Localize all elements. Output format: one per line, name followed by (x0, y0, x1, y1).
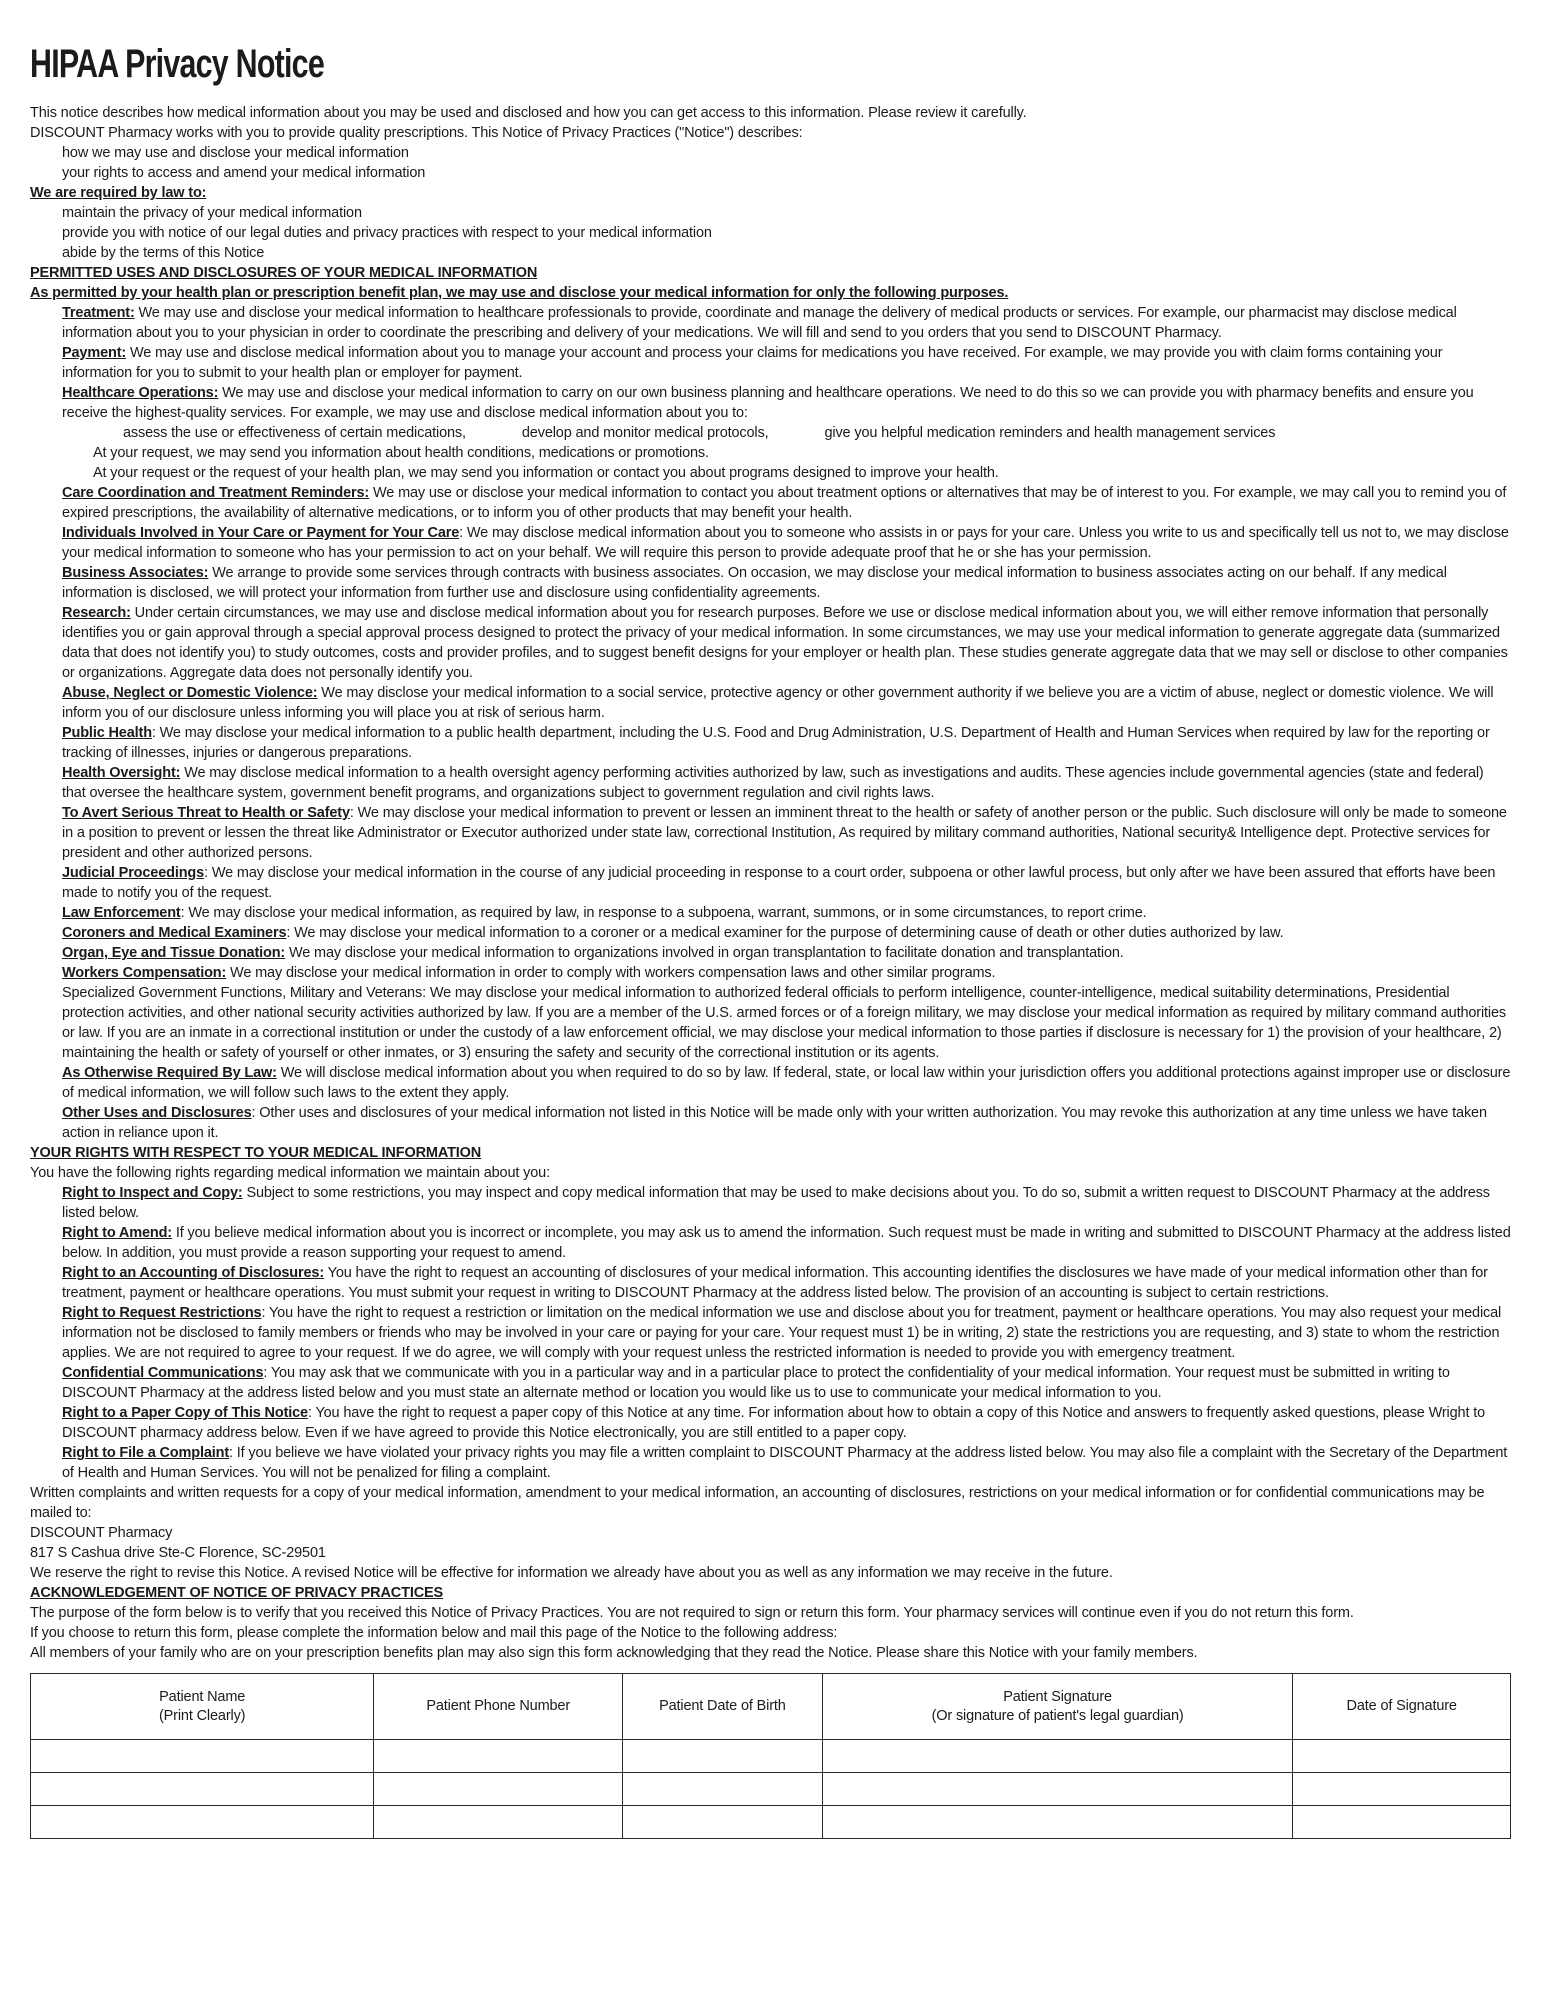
acknowledgement-heading (30, 1583, 1511, 1603)
cell-date-of-signature (1293, 1740, 1511, 1773)
section-label: Public Health (62, 725, 152, 741)
operations-note: At your request or the request of your health plan, we may send you information or contact you about programs designed to improve your health. (93, 465, 999, 481)
cell-patient-signature (822, 1740, 1293, 1773)
table-row (31, 1740, 1511, 1773)
section-text: : You may ask that we communicate with you in a particular way and in a particular place to protect the confidentiality of your medical information. Your request must be submitted in writing to DISCOUNT Pharmacy at the address listed below and you must state an alternate method or location you would like us to use to communicate your medical information to you. (62, 1365, 1450, 1401)
section-label: Individuals Involved in Your Care or Payment for Your Care (62, 525, 460, 541)
pharmacy-name: DISCOUNT Pharmacy (30, 1525, 173, 1541)
section-text: We may disclose medical information to a health oversight agency performing activities authorized by law, such as investigations and audits. These agencies include governmental agencies (state and federal) that oversee the healthcare system, government benefit programs, and organizations subject to government regulation and civil rights laws. (62, 765, 1484, 801)
section-care-coordination (30, 483, 1511, 523)
heading-text: As permitted by your health plan or prescription benefit plan, we may use and disclose your medical information for only the following purposes. (30, 285, 1009, 301)
section-text: We may use or disclose your medical information to contact you about treatment options or alternatives that may be of interest to you. For example, we may call you to remind you of expired prescriptions, the availability of alternative medications, or to inform you of other products that may benefit your health. (62, 485, 1507, 521)
section-label: Law Enforcement (62, 905, 181, 921)
section-label: Specialized Government Functions, Military and Veterans: (62, 985, 426, 1001)
operations-example: assess the use or effectiveness of certain medications, (123, 425, 466, 441)
cell-patient-dob (622, 1740, 822, 1773)
section-label: Care Coordination and Treatment Reminders: (62, 485, 370, 501)
header-patient-phone: Patient Phone Number (374, 1674, 623, 1740)
section-text: : You have the right to request a paper copy of this Notice at any time. For information about how to obtain a copy of this Notice and answers to frequently asked questions, please Wright to DISCOUNT pharmacy address below. Even if we have agreed to provide this Notice electronically, you are still entitled to a paper copy. (62, 1405, 1485, 1441)
cell-patient-dob (622, 1773, 822, 1806)
cell-patient-phone (374, 1773, 623, 1806)
section-treatment (30, 303, 1511, 343)
section-otherwise-required (30, 1063, 1511, 1103)
right-confidential-communications (30, 1363, 1511, 1403)
heading-text: PERMITTED USES AND DISCLOSURES OF YOUR MEDICAL INFORMATION (30, 265, 538, 281)
operations-example: give you helpful medication reminders and health management services (824, 425, 1276, 441)
cell-date-of-signature (1293, 1806, 1511, 1839)
section-text: : We may disclose your medical information to a public health department, including the U.S. Food and Drug Administration, U.S. Department of Health and Human Services when required by law for the reporting or tracking of illnesses, injuries or dangerous preparations. (62, 725, 1490, 761)
right-file-complaint (30, 1443, 1511, 1483)
section-label: Right to Inspect and Copy: (62, 1185, 243, 1201)
section-label: Other Uses and Disclosures (62, 1105, 252, 1121)
right-accounting (30, 1263, 1511, 1303)
section-health-oversight (30, 763, 1511, 803)
section-individuals-involved (30, 523, 1511, 563)
section-label: To Avert Serious Threat to Health or Safety (62, 805, 350, 821)
table-header-row (31, 1674, 1511, 1740)
right-request-restrictions (30, 1303, 1511, 1363)
section-text: We may use and disclose medical information about you to manage your account and process your claims for medications you have received. For example, we may provide you with claim forms containing your information for you to submit to your health plan or employer for payment. (62, 345, 1443, 381)
header-patient-dob: Patient Date of Birth (622, 1674, 822, 1740)
cell-patient-signature (822, 1773, 1293, 1806)
heading-text: We are required by law to: (30, 185, 207, 201)
section-label: Judicial Proceedings (62, 865, 205, 881)
required-item: abide by the terms of this Notice (62, 245, 265, 261)
section-text: If you believe medical information about you is incorrect or incomplete, you may ask us to amend the information. Such request must be made in writing and submitted to DISCOUNT Pharmacy at the address listed below. In addition, you must provide a reason supporting your request to amend. (62, 1225, 1511, 1261)
section-text: We may use and disclose your medical information to carry on our own business planning and healthcare operations. We need to do this so we can provide you with pharmacy benefits and ensure you receive the highest-quality services. For example, we may use and disclose medical information about you to: (62, 385, 1474, 421)
section-label: Confidential Communications (62, 1365, 264, 1381)
your-rights-lead: You have the following rights regarding medical information we maintain about you: (30, 1165, 550, 1181)
section-label: As Otherwise Required By Law: (62, 1065, 277, 1081)
cell-patient-signature (822, 1806, 1293, 1839)
section-label: Business Associates: (62, 565, 209, 581)
section-label: Health Oversight: (62, 765, 181, 781)
section-text: : We may disclose your medical information in the course of any judicial proceeding in response to a court order, subpoena or other lawful process, but only after we have been assured that efforts have been made to notify you of the request. (62, 865, 1496, 901)
section-text: : We may disclose your medical information to a coroner or a medical examiner for the purpose of determining cause of death or other duties authorized by law. (286, 925, 1284, 941)
section-text: We may use and disclose your medical information to healthcare professionals to provide, coordinate and manage the delivery of medical products or services. For example, our pharmacist may disclose medical information about you to your physician in order to coordinate the prescribing and delivery of your medications. We will fill and send to you orders that you send to DISCOUNT Pharmacy. (62, 305, 1457, 341)
section-organ-donation (30, 943, 1511, 963)
section-payment (30, 343, 1511, 383)
operations-note: At your request, we may send you information about health conditions, medications or promotions. (93, 445, 709, 461)
cell-patient-name (31, 1740, 374, 1773)
cell-patient-phone (374, 1806, 623, 1839)
section-label: Treatment: (62, 305, 135, 321)
section-text: Under certain circumstances, we may use and disclose medical information about you for research purposes. Before we use or disclose medical information about you, we will either remove information that personally identifies you or gain approval through a special approval process designed to protect the privacy of your medical information. In some circumstances, we may use your medical information to generate aggregate data (summarized data that does not identify you) to study outcomes, costs and provider profiles, and to suggest benefit designs for your employer or health plan. These studies generate aggregate data that we may sell or disclose to other companies or organizations. Aggregate data does not personally identify you. (62, 605, 1508, 681)
section-text: : We may disclose medical information about you to someone who assists in or pays for your care. Unless you write to us and specifically tell us not to, we may disclose your medical information to someone who has your permission to act on your behalf. We will require this person to provide adequate proof that he or she has your permission. (62, 525, 1509, 561)
section-label: Coroners and Medical Examiners (62, 925, 287, 941)
section-workers-compensation (30, 963, 1511, 983)
your-rights-heading (30, 1143, 1511, 1163)
section-text: We may disclose your medical information in order to comply with workers compensation laws and other similar programs. (226, 965, 996, 981)
operations-examples-row (30, 423, 1511, 443)
section-specialized-government (30, 983, 1511, 1063)
section-judicial-proceedings (30, 863, 1511, 903)
section-label: Right to Amend: (62, 1225, 172, 1241)
header-date-of-signature: Date of Signature (1293, 1674, 1511, 1740)
permitted-uses-heading (30, 263, 1511, 283)
intro-line: This notice describes how medical information about you may be used and disclosed and how you can get access to this information. Please review it carefully. (30, 105, 1027, 121)
section-label: Payment: (62, 345, 127, 361)
section-healthcare-operations (30, 383, 1511, 423)
section-abuse-neglect (30, 683, 1511, 723)
header-patient-signature: Patient Signature (Or signature of patient's legal guardian) (822, 1674, 1293, 1740)
section-label: Right to Request Restrictions (62, 1305, 262, 1321)
section-text: We arrange to provide some services through contracts with business associates. On occasion, we may disclose your medical information to business associates acting on our behalf. If any medical information is disclosed, we will protect your information from further use and disclosure using confidentiality agreements. (62, 565, 1447, 601)
cell-patient-name (31, 1773, 374, 1806)
section-label: Research: (62, 605, 131, 621)
cell-patient-name (31, 1806, 374, 1839)
mailing-instructions: Written complaints and written requests for a copy of your medical information, amendment to your medical information, an accounting of disclosures, restrictions on your medical information or for confidential communications may be mailed to: (30, 1485, 1485, 1521)
required-item: provide you with notice of our legal duties and privacy practices with respect to your medical information (62, 225, 712, 241)
intro-bullet: how we may use and disclose your medical information (62, 145, 409, 161)
cell-patient-phone (374, 1740, 623, 1773)
section-label: Right to a Paper Copy of This Notice (62, 1405, 308, 1421)
right-amend (30, 1223, 1511, 1263)
section-label: Healthcare Operations: (62, 385, 219, 401)
section-text: : We may disclose your medical information to prevent or lessen an imminent threat to the health or safety of another person or the public. Such disclosure will only be made to someone in a position to prevent or lessen the threat like Administrator or Executor authorized under state law, correctional Institution, As required by military command authorities, National security& Intelligence dept. Protective services for president and other authorized persons. (62, 805, 1507, 861)
cell-date-of-signature (1293, 1773, 1511, 1806)
required-item: maintain the privacy of your medical information (62, 205, 362, 221)
section-coroners (30, 923, 1511, 943)
section-text: You have the right to request an accounting of disclosures of your medical information. This accounting identifies the disclosures we have made of your medical information other than for treatment, payment or healthcare operations. You must submit your request in writing to DISCOUNT Pharmacy at the address listed below. The provision of an accounting is subject to certain restrictions. (62, 1265, 1488, 1301)
revision-notice: We reserve the right to revise this Notice. A revised Notice will be effective for information we already have about you as well as any information we may receive in the future. (30, 1565, 1113, 1581)
table-row (31, 1773, 1511, 1806)
header-patient-name: Patient Name (Print Clearly) (31, 1674, 374, 1740)
section-public-health (30, 723, 1511, 763)
section-business-associates (30, 563, 1511, 603)
table-row (31, 1806, 1511, 1839)
section-text: We may disclose your medical information to organizations involved in organ transplantation to facilitate donation and transplantation. (285, 945, 1124, 961)
section-text: We may disclose your medical information to a social service, protective agency or other government authority if we believe you are a victim of abuse, neglect or domestic violence. We will inform you of our disclosure unless informing you will place you at risk of serious harm. (62, 685, 1494, 721)
section-law-enforcement (30, 903, 1511, 923)
right-paper-copy (30, 1403, 1511, 1443)
page-title: HIPAA Privacy Notice (30, 42, 324, 86)
acknowledgement-table (30, 1673, 1511, 1839)
section-text: : If you believe we have violated your privacy rights you may file a written complaint to DISCOUNT Pharmacy at the address listed below. You may also file a complaint with the Secretary of the Department of Health and Human Services. You will not be penalized for filing a complaint. (62, 1445, 1508, 1481)
heading-text: ACKNOWLEDGEMENT OF NOTICE OF PRIVACY PRACTICES (30, 1585, 444, 1601)
section-text: : We may disclose your medical information, as required by law, in response to a subpoena, warrant, summons, or in some circumstances, to report crime. (180, 905, 1147, 921)
right-inspect-copy (30, 1183, 1511, 1223)
pharmacy-address: 817 S Cashua drive Ste-C Florence, SC-29501 (30, 1545, 326, 1561)
section-research (30, 603, 1511, 683)
acknowledgement-line: If you choose to return this form, please complete the information below and mail this page of the Notice to the following address: (30, 1625, 838, 1641)
intro-bullet: your rights to access and amend your medical information (62, 165, 426, 181)
intro-line: DISCOUNT Pharmacy works with you to provide quality prescriptions. This Notice of Privacy Practices ("Notice") describes: (30, 125, 803, 141)
section-text: : Other uses and disclosures of your medical information not listed in this Notice will be made only with your written authorization. You may revoke this authorization at any time unless we have taken action in reliance upon it. (62, 1105, 1487, 1141)
acknowledgement-line: All members of your family who are on your prescription benefits plan may also sign this form acknowledging that they read the Notice. Please share this Notice with your family members. (30, 1645, 1198, 1661)
permitted-uses-subheading (30, 283, 1511, 303)
section-label: Abuse, Neglect or Domestic Violence: (62, 685, 318, 701)
required-by-law-heading (30, 183, 1511, 203)
section-other-uses (30, 1103, 1511, 1143)
section-label: Organ, Eye and Tissue Donation: (62, 945, 286, 961)
heading-text: YOUR RIGHTS WITH RESPECT TO YOUR MEDICAL INFORMATION (30, 1145, 482, 1161)
section-label: Workers Compensation: (62, 965, 227, 981)
section-label: Right to an Accounting of Disclosures: (62, 1265, 325, 1281)
acknowledgement-line: The purpose of the form below is to verify that you received this Notice of Privacy Practices. You are not required to sign or return this form. Your pharmacy services will continue even if you do not return this form. (30, 1605, 1354, 1621)
section-label: Right to File a Complaint (62, 1445, 230, 1461)
section-text: We may disclose your medical information to authorized federal officials to perform intelligence, counter-intelligence, medical suitability determinations, Presidential protection activities, and other national security activities authorized by law. If you are a member of the U.S. armed forces or of a foreign military, we may disclose your medical information as required by military command authorities or law. If you are an inmate in a correctional institution or under the custody of a law enforcement official, we may disclose your medical information to those parties if disclosure is necessary for 1) the provision of your healthcare, 2) maintaining the health or safety of yourself or other inmates, or 3) ensuring the safety and security of the correctional institution or its agents. (62, 985, 1506, 1061)
section-text: : You have the right to request a restriction or limitation on the medical information we use and disclose about you for treatment, payment or healthcare operations. You may also request your medical information not be disclosed to family members or friends who may be involved in your care or paying for your care. Your request must 1) be in writing, 2) state the restrictions you are requesting, and 3) state to whom the restriction applies. We are not required to agree to your request. If we do agree, we will comply with your request unless the restricted information is needed to provide you with emergency treatment. (62, 1305, 1502, 1361)
section-avert-threat (30, 803, 1511, 863)
section-text: We will disclose medical information about you when required to do so by law. If federal, state, or local law within your jurisdiction offers you additional protections against improper use or disclosure of medical information, we will follow such laws to the extent they apply. (62, 1065, 1511, 1101)
section-text: Subject to some restrictions, you may inspect and copy medical information that may be used to make decisions about you. To do so, submit a written request to DISCOUNT Pharmacy at the address listed below. (62, 1185, 1490, 1221)
cell-patient-dob (622, 1806, 822, 1839)
operations-example: develop and monitor medical protocols, (521, 425, 769, 441)
